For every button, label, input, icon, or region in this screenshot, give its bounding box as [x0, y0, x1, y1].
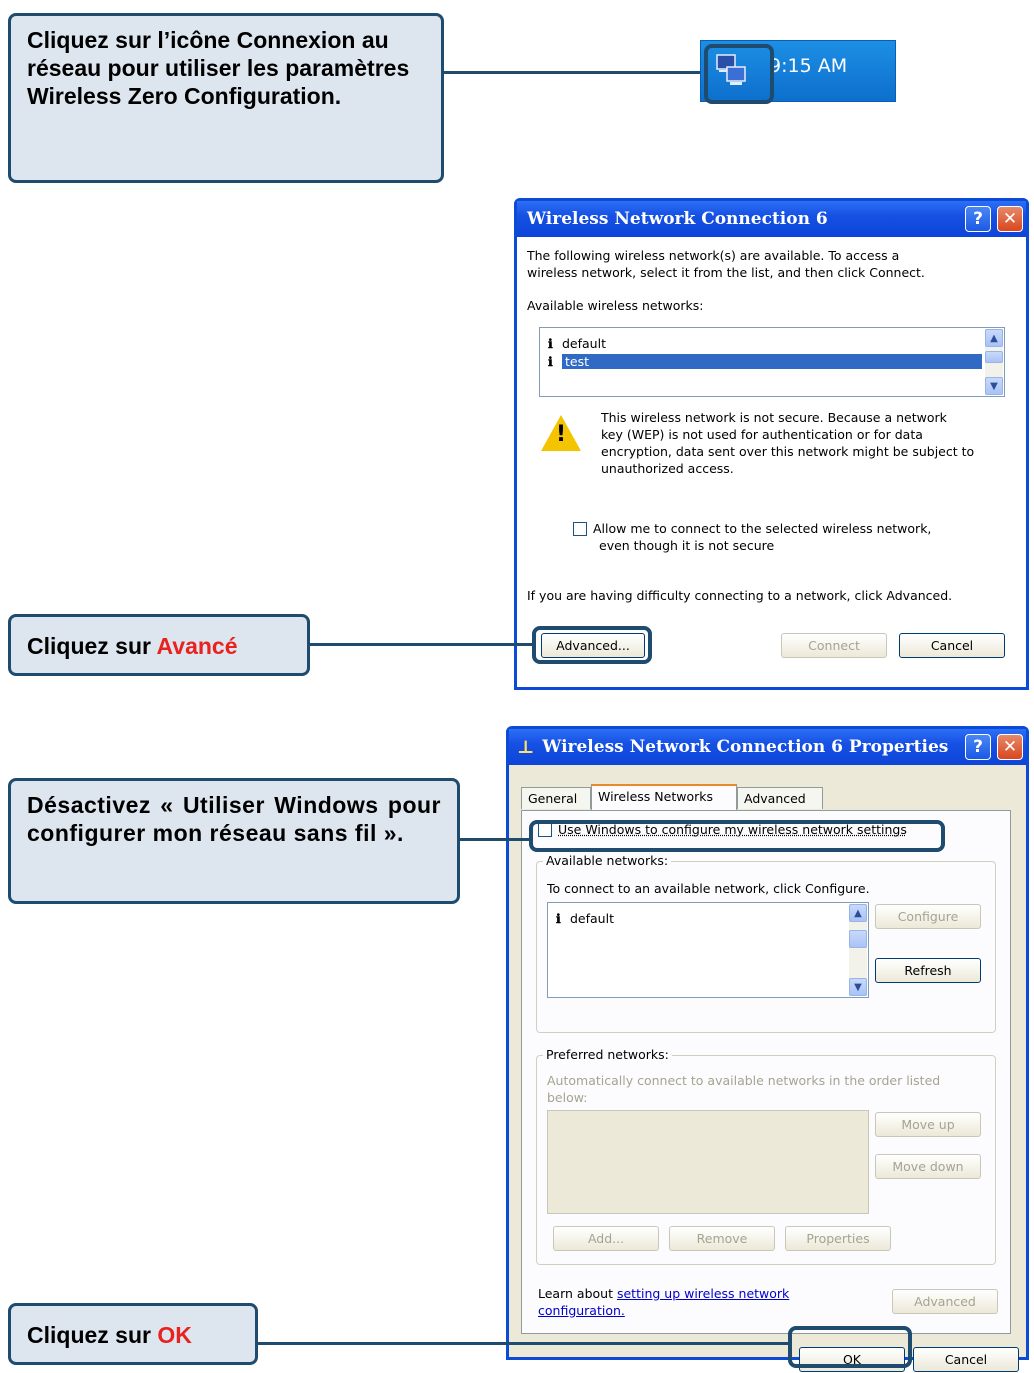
dialog2-titlebar — [509, 729, 1026, 765]
tab-general[interactable]: General — [521, 787, 591, 809]
dialog1-intro-line1: The following wireless network(s) are available. To access a — [527, 248, 900, 263]
callout-network-icon-text: Cliquez sur l’icône Connexion au réseau pour utiliser les paramètres Wireless Zero Configuration. — [27, 27, 410, 109]
info-icon: ℹ — [548, 335, 553, 351]
wireless-connection-icon: ⊥ — [517, 736, 535, 758]
network-name: test — [562, 354, 982, 369]
tab-strip — [521, 787, 1011, 811]
callout-advanced — [8, 614, 310, 676]
preferred-hint-line2: below: — [547, 1090, 588, 1105]
close-icon[interactable]: ✕ — [997, 734, 1023, 760]
tab-wireless-networks[interactable]: Wireless Networks — [591, 784, 737, 810]
dialog2-body — [509, 765, 1026, 1367]
close-icon[interactable]: ✕ — [997, 206, 1023, 232]
scroll-up-icon[interactable]: ▲ — [985, 329, 1003, 347]
list-item[interactable] — [556, 909, 614, 927]
learn-about — [538, 1285, 789, 1319]
warning-line: This wireless network is not secure. Because a network — [601, 410, 947, 425]
warning-line: unauthorized access. — [601, 461, 734, 476]
connector-4 — [258, 1342, 790, 1345]
preferred-hint-line1: Automatically connect to available networks in the order listed — [547, 1073, 941, 1088]
scroll-thumb[interactable] — [985, 351, 1003, 363]
warning-line: encryption, data sent over this network might be subject to — [601, 444, 975, 459]
properties-button[interactable]: Properties — [785, 1226, 891, 1251]
learn-about-prefix: Learn about — [538, 1286, 613, 1301]
allow-insecure-checkbox[interactable] — [573, 522, 587, 536]
available-hint: To connect to an available network, click Configure. — [547, 881, 870, 896]
info-icon: ℹ — [548, 353, 553, 369]
list-item-selected[interactable] — [548, 352, 982, 370]
use-windows-label: Use Windows to configure my wireless network settings — [558, 822, 907, 837]
cancel-button[interactable]: Cancel — [913, 1347, 1019, 1372]
tab-advanced[interactable]: Advanced — [737, 787, 823, 809]
move-up-button[interactable]: Move up — [875, 1112, 981, 1137]
preferred-networks-group-label: Preferred networks: — [543, 1047, 672, 1062]
add-button[interactable]: Add... — [553, 1226, 659, 1251]
allow-insecure-label — [593, 520, 931, 554]
list-scrollbar[interactable] — [985, 329, 1003, 395]
callout-disable-windows — [8, 778, 460, 904]
network-name: default — [570, 910, 614, 926]
available-networks-list[interactable] — [539, 327, 1005, 397]
ok-button[interactable]: OK — [799, 1347, 905, 1372]
difficulty-text: If you are having difficulty connecting to a network, click Advanced. — [527, 588, 953, 603]
scroll-down-icon[interactable]: ▼ — [849, 978, 867, 996]
list-item[interactable] — [548, 334, 606, 352]
available-networks-group-label: Available networks: — [543, 853, 671, 868]
callout-ok-prefix: Cliquez sur — [27, 1322, 151, 1348]
scroll-thumb[interactable] — [849, 930, 867, 948]
configure-button[interactable]: Configure — [875, 904, 981, 929]
dialog1-title: Wireless Network Connection 6 — [527, 209, 828, 229]
dialog1-intro — [527, 247, 925, 281]
setting-up-link[interactable]: setting up wireless network — [616, 1286, 790, 1301]
scroll-up-icon[interactable]: ▲ — [849, 904, 867, 922]
highlight-ring-use-windows — [529, 820, 945, 852]
tray-clock: 9:15 AM — [769, 55, 848, 77]
callout-disable-windows-text: Désactivez « Utiliser Windows pour configurer mon réseau sans fil ». — [27, 792, 441, 846]
available-networks-label: Available wireless networks: — [527, 298, 704, 313]
info-icon: ℹ — [556, 910, 561, 926]
connector-2 — [310, 643, 532, 646]
wireless-networks-panel — [521, 810, 1011, 1334]
scroll-down-icon[interactable]: ▼ — [985, 377, 1003, 395]
configuration-link[interactable]: configuration. — [538, 1303, 625, 1318]
connect-button[interactable]: Connect — [781, 633, 887, 658]
dialog1-body — [517, 237, 1026, 687]
allow-line2: even though it is not secure — [599, 538, 775, 553]
help-icon[interactable]: ? — [965, 206, 991, 232]
network-name: default — [562, 335, 606, 351]
callout-advanced-prefix: Cliquez sur — [27, 633, 151, 659]
help-icon[interactable]: ? — [965, 734, 991, 760]
warning-line: key (WEP) is not used for authentication or for data — [601, 427, 923, 442]
remove-button[interactable]: Remove — [669, 1226, 775, 1251]
dialog1-titlebar — [517, 201, 1026, 237]
callout-advanced-highlight: Avancé — [156, 633, 238, 659]
callout-ok — [8, 1303, 258, 1365]
move-down-button[interactable]: Move down — [875, 1154, 981, 1179]
wireless-network-connection-dialog — [514, 198, 1029, 690]
preferred-hint — [547, 1072, 940, 1106]
highlight-ring-advanced — [532, 626, 652, 664]
callout-ok-highlight: OK — [157, 1322, 192, 1348]
list-scrollbar[interactable] — [849, 904, 867, 996]
callout-network-icon — [8, 13, 444, 183]
advanced-button[interactable]: Advanced — [892, 1289, 998, 1314]
advanced-button[interactable]: Advanced... — [541, 633, 645, 658]
connector-3 — [460, 838, 530, 841]
available-networks-group — [536, 853, 996, 1033]
warning-icon-mark: ! — [556, 422, 567, 447]
highlight-ring-ok — [788, 1326, 912, 1368]
dialog2-title: Wireless Network Connection 6 Properties — [542, 737, 949, 757]
cancel-button[interactable]: Cancel — [899, 633, 1005, 658]
available-networks-listbox[interactable] — [547, 902, 869, 998]
highlight-ring-tray-icon — [704, 44, 774, 104]
refresh-button[interactable]: Refresh — [875, 958, 981, 983]
allow-line1: Allow me to connect to the selected wireless network, — [593, 521, 932, 536]
connector-1 — [444, 71, 706, 74]
security-warning — [601, 409, 974, 477]
preferred-networks-listbox[interactable] — [547, 1110, 869, 1214]
preferred-networks-group — [536, 1047, 996, 1265]
dialog1-intro-line2: wireless network, select it from the list, and then click Connect. — [527, 265, 925, 280]
